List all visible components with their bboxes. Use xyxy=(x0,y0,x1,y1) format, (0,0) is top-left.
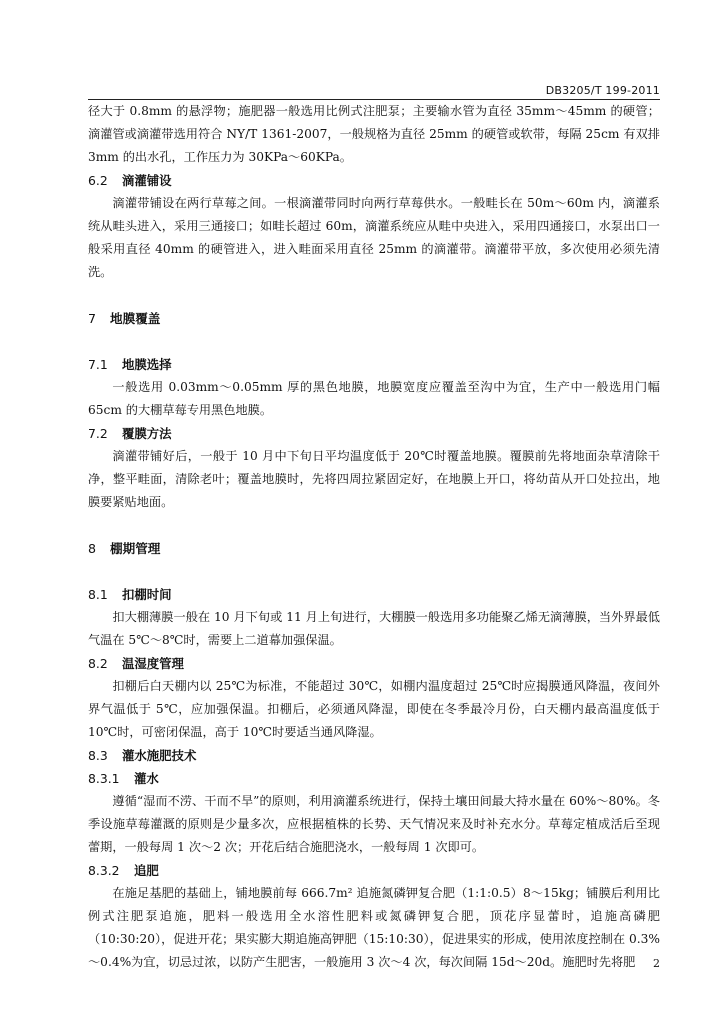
subsection-heading xyxy=(88,353,660,376)
heading-number: 8 xyxy=(88,541,97,556)
body-paragraph: 遵循“湿而不涝、干而不旱”的原则，利用滴灌系统进行，保持土壤田间最大持水量在 60%～80%。冬季设施草莓灌溉的原则是少量多次，应根据植株的长势、天气情况来及时补充水分。草莓定植成活后至现蕾期，一般每周 1 次～2 次；开花后结合施肥浇水，一般每周 1 次即可。 xyxy=(88,794,660,854)
heading-number: 8.3.1 xyxy=(88,771,120,786)
heading-title: 追肥 xyxy=(134,863,159,878)
heading-number: 7 xyxy=(88,311,97,326)
subsection-heading xyxy=(88,859,660,882)
document-body xyxy=(88,100,660,974)
subsection-heading xyxy=(88,652,660,675)
heading-number: 6.2 xyxy=(88,173,108,188)
section-spacer xyxy=(88,284,660,307)
subsection-heading xyxy=(88,169,660,192)
heading-title: 地膜选择 xyxy=(122,357,172,372)
heading-title: 扣棚时间 xyxy=(122,587,172,602)
section-heading xyxy=(88,537,660,560)
heading-title: 地膜覆盖 xyxy=(110,311,161,326)
heading-number: 8.3.2 xyxy=(88,863,120,878)
body-paragraph: 扣大棚薄膜一般在 10 月下旬或 11 月上旬进行，大棚膜一般选用多功能聚乙烯无滴薄膜，当外界最低气温在 5℃～8℃时，需要上二道幕加强保温。 xyxy=(88,610,660,647)
heading-title: 覆膜方法 xyxy=(122,426,172,441)
body-paragraph: 滴灌带铺好后，一般于 10 月中下旬日平均温度低于 20℃时覆盖地膜。覆膜前先将地面杂草清除干净，整平畦面，清除老叶；覆盖地膜时，先将四周拉紧固定好，在地膜上开口，将幼苗从开口处拉出，地膜要紧贴地面。 xyxy=(88,449,660,509)
section-spacer xyxy=(88,330,660,353)
body-paragraph: 扣棚后白天棚内以 25℃为标准，不能超过 30℃，如棚内温度超过 25℃时应揭膜通风降温，夜间外界气温低于 5℃，应加强保温。扣棚后，必须通风降湿，即使在冬季最冷月份，白天棚内最高温度低于 10℃时，可密闭保温，高于 10℃时要适当通风降湿。 xyxy=(88,679,660,739)
body-paragraph: 在施足基肥的基础上，铺地膜前每 666.7m² 追施氮磷钾复合肥（1:1:0.5）8～15kg；铺膜后利用比例式注肥泵追施，肥料一般选用全水溶性肥料或氮磷钾复合肥，顶花序显蕾时，追施高磷肥（10:30:20），促进开花；果实膨大期追施高钾肥（15:10:30），促进果实的形成，使用浓度控制在 0.3%～0.4%为宜，切忌过浓，以防产生肥害，一般施用 3 次～4 次，每次间隔 15d～20d。施肥时先将肥 xyxy=(88,886,660,969)
subsection-heading xyxy=(88,744,660,767)
heading-number: 8.2 xyxy=(88,656,108,671)
section-spacer xyxy=(88,514,660,537)
heading-title: 温湿度管理 xyxy=(122,656,184,671)
heading-title: 棚期管理 xyxy=(110,541,161,556)
page-number: 2 xyxy=(653,957,660,970)
section-heading xyxy=(88,307,660,330)
section-spacer xyxy=(88,560,660,583)
body-paragraph: 滴灌带铺设在两行草莓之间。一根滴灌带同时向两行草莓供水。一般畦长在 50m～60m 内，滴灌系统从畦头进入，采用三通接口；如畦长超过 60m，滴灌系统应从畦中央进入，采用四通接口，水泵出口一般采用直径 40mm 的硬管进入，进入畦面采用直径 25mm 的滴灌带。滴灌带平放，多次使用必须先清洗。 xyxy=(88,196,660,279)
document-code: DB3205/T 199-2011 xyxy=(545,84,660,97)
subsection-heading xyxy=(88,422,660,445)
heading-number: 8.1 xyxy=(88,587,108,602)
heading-number: 8.3 xyxy=(88,748,108,763)
heading-number: 7.1 xyxy=(88,357,108,372)
heading-title: 滴灌铺设 xyxy=(122,173,172,188)
heading-number: 7.2 xyxy=(88,426,108,441)
heading-title: 灌水 xyxy=(134,771,159,786)
body-paragraph: 一般选用 0.03mm～0.05mm 厚的黑色地膜，地膜宽度应覆盖至沟中为宜，生产中一般选用门幅 65cm 的大棚草莓专用黑色地膜。 xyxy=(88,380,660,417)
subsection-heading xyxy=(88,767,660,790)
body-paragraph: 径大于 0.8mm 的悬浮物；施肥器一般选用比例式注肥泵；主要输水管为直径 35mm～45mm 的硬管；滴灌管或滴灌带选用符合 NY/T 1361-2007，一般规格为直径 25mm 的硬管或软带，每隔 25cm 有双排 3mm 的出水孔，工作压力为 30KPa～60KPa。 xyxy=(88,104,660,164)
subsection-heading xyxy=(88,583,660,606)
heading-title: 灌水施肥技术 xyxy=(122,748,197,763)
